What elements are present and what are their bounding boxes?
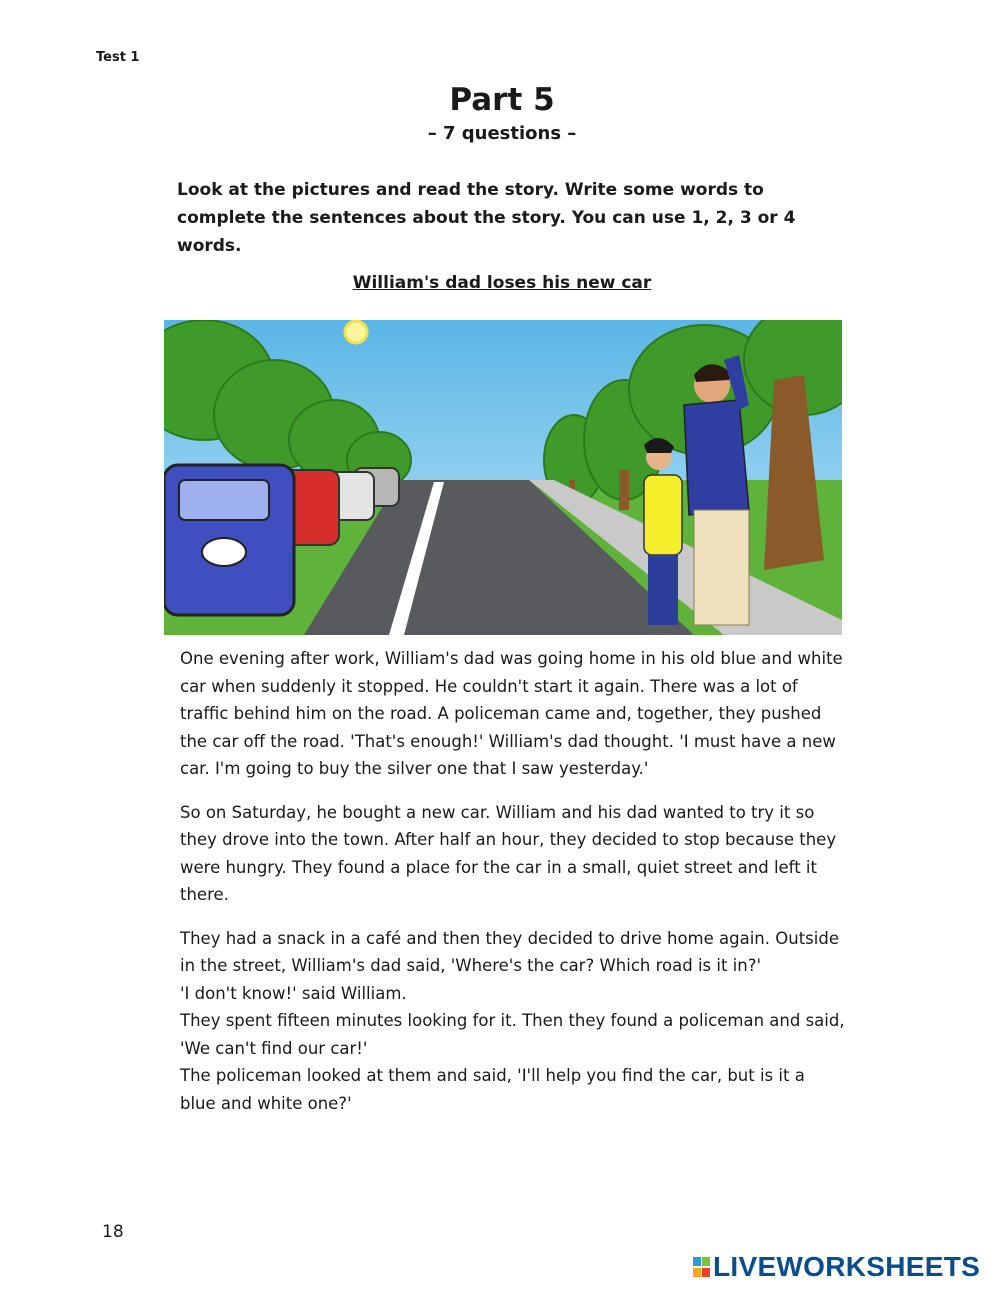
story-paragraph-1: One evening after work, William's dad was going home in his old blue and white car when suddenly it stopped. He couldn't start it again. There was a lot of traffic behind him on the road. A policeman came and, together, they pushed the car off the road. 'That's enough!' William's dad thought. 'I must have a new car. I'm going to buy the silver one that I saw yesterday.' — [180, 649, 843, 778]
liveworksheets-logo[interactable] — [693, 1253, 980, 1281]
story-line-3: They spent fifteen minutes looking for it. Then they found a policeman and said, 'We can't find our car!' — [180, 1011, 845, 1058]
story-illustration — [164, 320, 842, 635]
story-line-4: The policeman looked at them and said, 'I'll help you find the car, but is it a blue and white one?' — [180, 1066, 805, 1113]
page-number: 18 — [102, 1222, 124, 1242]
story-title: William's dad loses his new car — [352, 273, 652, 293]
test-label: Test 1 — [96, 50, 140, 65]
instructions: Look at the pictures and read the story. Write some words to complete the sentences about the story. You can use 1, 2, 3 or 4 words. — [177, 180, 796, 256]
story-text — [180, 645, 845, 1117]
story-paragraph-2: So on Saturday, he bought a new car. William and his dad wanted to try it so they drove into the town. After half an hour, they decided to stop because they were hungry. They found a place for the car in a small, quiet street and left it there. — [180, 802, 837, 904]
sun-icon — [345, 321, 367, 343]
logo-text: LIVEWORKSHEETS — [713, 1251, 981, 1282]
part-title: Part 5 — [449, 82, 555, 118]
logo-grid-icon — [693, 1255, 711, 1279]
story-line-2: 'I don't know!' said William. — [180, 983, 407, 1003]
story-line-1: They had a snack in a café and then they decided to drive home again. Outside in the street, William's dad said, 'Where's the car? Which road is it in?' — [180, 928, 839, 975]
part-subtitle: – 7 questions – — [427, 123, 577, 144]
